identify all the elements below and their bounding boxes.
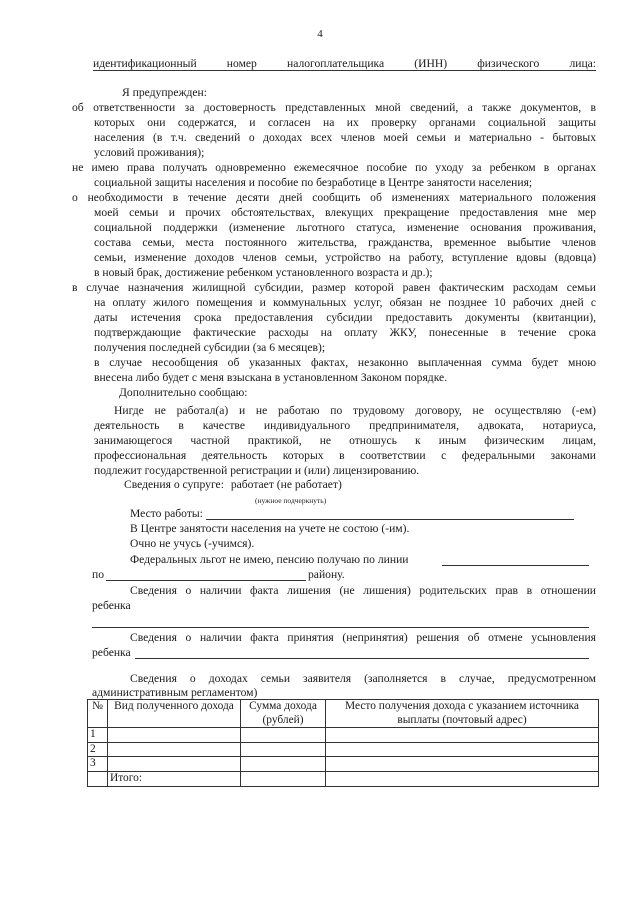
cell-income-place[interactable] — [326, 742, 599, 757]
text-line: Нигде не работал(а) и не работаю по трудовому договору, не осуществляю (-ем) — [114, 404, 596, 417]
row-number-empty — [88, 771, 108, 786]
col-header-income-place: Место получения дохода с указанием источника выплаты (почтовый адрес) — [326, 700, 599, 728]
inn-word: идентификационный — [93, 57, 197, 70]
benefits-text: Федеральных льгот не имею, пенсию получаю по линии — [130, 553, 409, 566]
spouse-value: работает (не работает) — [230, 478, 342, 491]
cell-income-type[interactable] — [108, 728, 241, 743]
income-intro — [130, 672, 596, 687]
text-line: населения (в т.ч. сведений о доходах всех членов моей семьи и материально - бытовых — [94, 130, 596, 144]
text-line: Сведения о доходах семьи заявителя (заполняется в случае, предусмотренном — [130, 672, 596, 685]
text-line: в случае назначения жилищной субсидии, размер которой равен фактическим расходам семьи — [72, 281, 596, 294]
text-line: о необходимости в течение десяти дней сообщить об изменениях материального положения — [72, 191, 596, 204]
text-line: в новый брак, достижение ребенком установленного возраста и др.); — [94, 265, 433, 279]
cell-total-place[interactable] — [326, 771, 599, 786]
cell-income-type[interactable] — [108, 742, 241, 757]
inn-word: физического — [477, 57, 540, 70]
warned-heading: Я предупрежден: — [122, 86, 207, 99]
text-line: Сведения о наличии факта лишения (не лишения) родительских прав в отношении — [130, 584, 596, 597]
cell-income-amount[interactable] — [241, 742, 326, 757]
income-table — [87, 699, 599, 787]
col-header-income-amount: Сумма дохода (рублей) — [241, 700, 326, 728]
inn-word: номер — [226, 57, 257, 70]
text-line: условий проживания); — [94, 145, 205, 159]
warned-item-3 — [72, 191, 596, 280]
text-line: подтверждающие фактические расходы на оплату ЖКУ, понесенные в течение срока — [94, 325, 596, 339]
row-number: 3 — [88, 757, 108, 772]
cell-income-amount[interactable] — [241, 757, 326, 772]
inn-underline — [93, 70, 596, 71]
text-line: внесена либо будет с меня взыскана в установленном Законом порядке. — [94, 370, 448, 384]
text-line: семьи, изменение доходов членов семьи, устройство на работу, вступление вдовы (вдовца) — [94, 250, 596, 264]
text-line: деятельность в качестве индивидуального предпринимателя, адвоката, нотариуса, — [94, 418, 596, 432]
text-line: получения последней субсидии (за 6 месяцев); — [94, 340, 326, 354]
deprivation-child-label: ребенка — [92, 599, 131, 612]
text-line: занимающегося частной практикой, не отношусь к иным физическим лицам, — [94, 433, 596, 447]
table-row — [88, 742, 599, 757]
warned-item-5 — [94, 356, 596, 386]
district-field[interactable] — [106, 580, 306, 581]
text-line: подлежит государственной регистрации и (или) лицензированию. — [94, 463, 420, 477]
page-number: 4 — [317, 28, 323, 40]
text-line: не имею права получать одновременно ежемесячное пособие по уходу за ребенком в органах — [72, 161, 596, 174]
warned-item-2 — [72, 161, 596, 191]
adoption-text — [130, 631, 596, 646]
cell-income-place[interactable] — [326, 728, 599, 743]
warned-item-1 — [72, 101, 596, 161]
text-line: моей семьи и прочих обстоятельствах, влекущих прекращение предоставления мне мер — [94, 205, 596, 219]
adoption-field[interactable] — [135, 658, 589, 659]
text-line: в случае несообщения об указанных фактах, незаконно выплаченная сумма будет мною — [94, 356, 596, 369]
inn-word: налогоплательщика — [287, 57, 385, 70]
text-line: на оплату жилого помещения и коммунальных услуг, обязан не позднее 10 рабочих дней с — [94, 295, 596, 309]
col-header-income-type: Вид полученного дохода — [108, 700, 241, 728]
inn-word: (ИНН) — [414, 57, 448, 70]
inn-word: лица: — [569, 57, 597, 70]
spouse-label: Сведения о супруге: — [124, 478, 224, 491]
row-number: 1 — [88, 728, 108, 743]
table-total-row — [88, 771, 599, 786]
pension-line-field[interactable] — [442, 565, 589, 566]
text-line: социальной поддержки (изменение льготного статуса, изменение основания проживания, — [94, 220, 596, 234]
adoption-child-label: ребенка — [92, 646, 131, 659]
text-line: Сведения о наличии факта принятия (непринятия) решения об отмене усыновления — [130, 631, 596, 644]
employment-center-text: В Центре занятости населения на учете не состою (-им). — [130, 522, 410, 535]
workplace-field[interactable] — [206, 519, 574, 520]
total-label: Итого: — [108, 771, 241, 786]
spouse-line — [124, 478, 640, 493]
additional-paragraph — [94, 404, 596, 479]
row-number: 2 — [88, 742, 108, 757]
cell-income-place[interactable] — [326, 757, 599, 772]
additional-heading: Дополнительно сообщаю: — [119, 386, 248, 399]
income-intro-2: административным регламентом) — [92, 686, 258, 699]
table-row — [88, 728, 599, 743]
warned-item-4 — [72, 281, 596, 356]
cell-income-type[interactable] — [108, 757, 241, 772]
deprivation-field[interactable] — [92, 627, 589, 628]
spouse-hint: (нужное подчеркнуть) — [255, 496, 327, 505]
study-text: Очно не учусь (-учимся). — [130, 537, 255, 550]
text-line: которых они содержатся, и согласен на их проверку органами социальной защиты — [94, 115, 596, 129]
text-line: социальной защиты населения и пособие по безработице в Центре занятости населения; — [94, 175, 533, 189]
benefits-prefix: по — [92, 568, 105, 581]
cell-total-amount[interactable] — [241, 771, 326, 786]
deprivation-text — [130, 584, 596, 599]
text-line: состава семьи, места постоянного жительства, гражданства, временное выбытие членов — [94, 235, 596, 249]
workplace-label: Место работы: — [130, 507, 203, 520]
table-header-row — [88, 700, 599, 728]
benefits-suffix: району. — [308, 568, 345, 581]
table-row — [88, 757, 599, 772]
col-header-number: № — [88, 700, 108, 728]
cell-income-amount[interactable] — [241, 728, 326, 743]
text-line: об ответственности за достоверность представленных мной сведений, а также документов, в — [72, 101, 596, 114]
text-line: профессиональная деятельность которых в соответствии с федеральными законами — [94, 448, 596, 462]
text-line: даты истечения срока предоставления субсидии предоставить документы (квитанции), — [94, 310, 596, 324]
